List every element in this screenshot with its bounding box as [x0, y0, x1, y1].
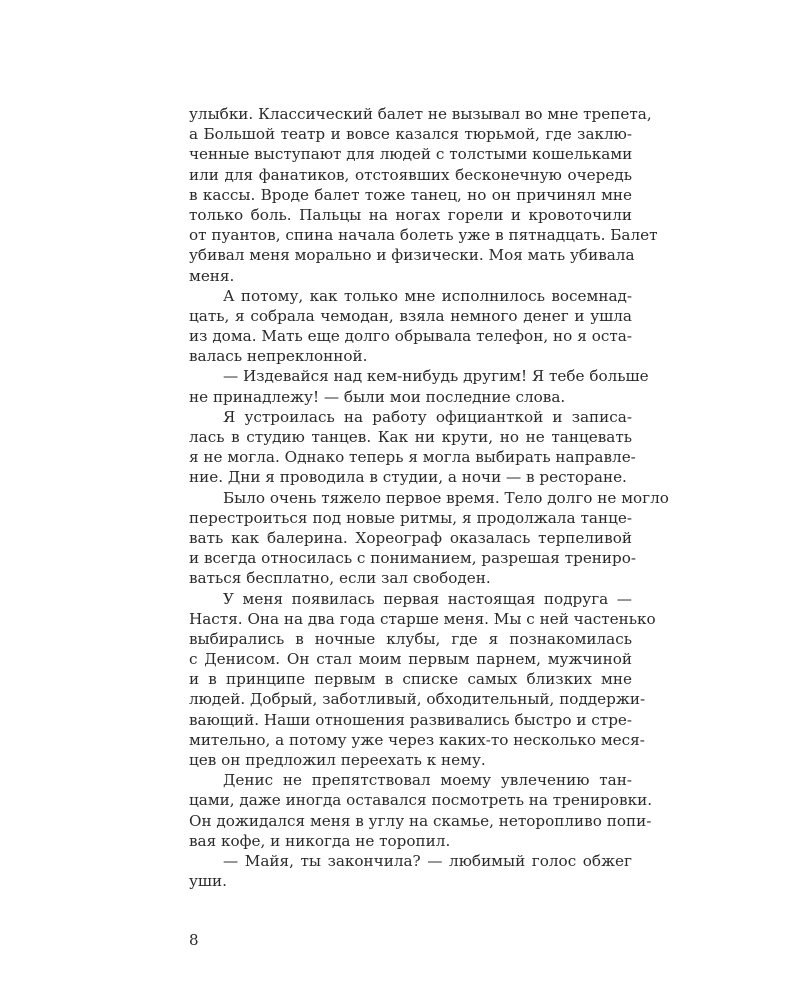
book-page-body [189, 104, 669, 891]
text-line: Денис не препятствовал моему увлечению тан- [223, 771, 632, 790]
text-line: валась непреклонной. [189, 347, 368, 366]
text-line: от пуантов, спина начала болеть уже в пятнадцать. Балет [189, 226, 658, 245]
text-line: ние. Дни я проводила в студии, а ночи — в ресторане. [189, 468, 627, 487]
text-line: перестроиться под новые ритмы, я продолжала танце- [189, 508, 632, 527]
text-line: — Издевайся над кем-нибудь другим! Я тебе больше [223, 367, 649, 386]
text-line: вая кофе, и никогда не торопил. [189, 831, 451, 850]
text-line: У меня появилась первая настоящая подруга — [223, 589, 632, 608]
text-line: выбирались в ночные клубы, где я познакомилась [189, 629, 632, 648]
text-line: улыбки. Классический балет не вызывал во мне трепета, [189, 105, 652, 123]
text-line: цев он предложил переехать к нему. [189, 751, 486, 769]
text-line: лась в студию танцев. Как ни крути, но не танцевать [189, 428, 632, 446]
text-line: и в принципе первым в списке самых близких мне [189, 670, 632, 689]
text-line: убивал меня морально и физически. Моя мать убивала [189, 246, 635, 265]
text-line: Было очень тяжело первое время. Тело долго не могло [223, 488, 669, 507]
text-line: цать, я собрала чемодан, взяла немного денег и ушла [189, 306, 632, 325]
text-line: уши. [189, 872, 228, 891]
text-line: — Майя, ты закончила? — любимый голос обжег [223, 851, 632, 870]
text-line: Он дожидался меня в углу на скамье, неторопливо попи- [189, 811, 652, 830]
text-line: мительно, а потому уже через каких-то несколько меся- [189, 730, 645, 749]
text-line: меня. [189, 266, 235, 285]
text-line: А потому, как только мне исполнилось восемнад- [223, 286, 632, 305]
text-line: цами, даже иногда оставался посмотреть на тренировки. [189, 791, 653, 810]
text-line: вающий. Наши отношения развивались быстро и стре- [189, 710, 633, 729]
text-line: а Большой театр и вовсе казался тюрьмой, где заклю- [189, 125, 632, 144]
text-line: вать как балерина. Хореограф оказалась терпеливой [189, 528, 632, 547]
text-line: людей. Добрый, заботливый, обходительный, поддержи- [189, 690, 646, 709]
text-line: и всегда относилась с пониманием, разрешая трениро- [189, 549, 637, 568]
text-line: в кассы. Вроде балет тоже танец, но он причинял мне [189, 185, 632, 204]
text-line: из дома. Мать еще долго обрывала телефон, но я оста- [189, 327, 632, 346]
text-line: Настя. Она на два года старше меня. Мы с ней частенько [189, 609, 656, 628]
text-line: только боль. Пальцы на ногах горели и кровоточили [189, 205, 632, 224]
text-line: ваться бесплатно, если зал свободен. [189, 569, 491, 588]
page-number: 8 [189, 931, 199, 949]
text-line: не принадлежу! — были мои последние слова. [189, 387, 566, 406]
text-line: или для фанатиков, отстоявших бесконечную очередь [189, 165, 632, 184]
text-line: ченные выступают для людей с толстыми кошельками [189, 145, 633, 164]
text-line: с Денисом. Он стал моим первым парнем, мужчиной [189, 650, 632, 669]
text-line: я не могла. Однако теперь я могла выбирать направле- [189, 448, 636, 467]
text-line: Я устроилась на работу официанткой и записа- [223, 407, 632, 426]
